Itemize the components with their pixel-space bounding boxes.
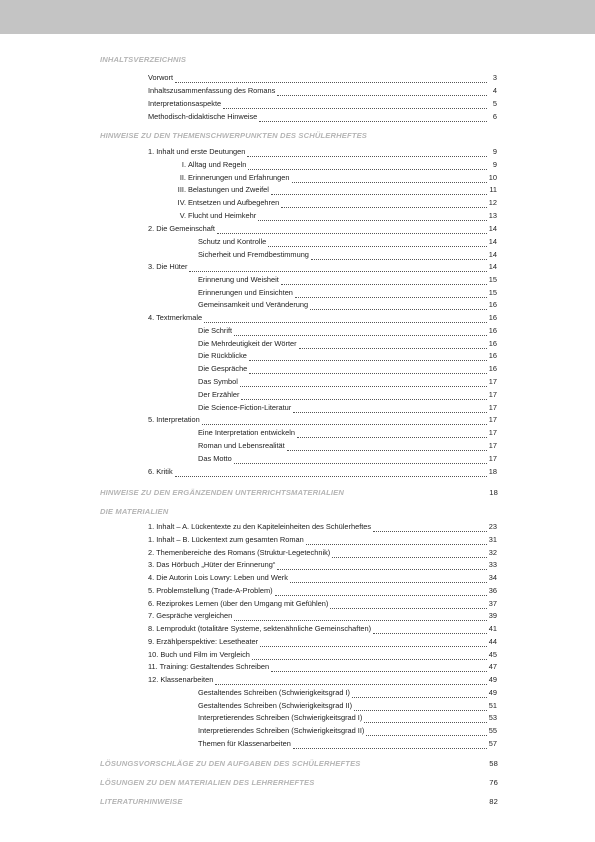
dot-leader [234,328,487,336]
dot-leader [215,677,486,685]
header-bar [0,0,595,34]
section-page-number: 76 [489,778,498,787]
dot-leader [260,639,487,647]
entry-title: 3. Das Hörbuch „Hüter der Erinnerung“ [148,560,276,569]
dot-leader [295,290,487,298]
toc-entry[interactable] [198,351,497,361]
entry-title: Das Motto [198,454,232,463]
entry-page-number: 16 [488,300,497,309]
entry-page-number: 36 [488,586,497,595]
entry-title: Die Science-Fiction-Literatur [198,403,292,412]
toc-entry[interactable] [148,662,497,672]
entry-page-number: 49 [488,688,497,697]
entry-title: Belastungen und Zweifel [188,185,269,194]
dot-leader [240,379,487,387]
dot-leader [241,392,486,400]
entry-page-number: 17 [488,441,497,450]
toc-entry[interactable] [198,288,497,298]
dot-leader [204,315,487,323]
entry-page-number: 15 [488,275,497,284]
entry-title: 3. Die Hüter [148,262,188,271]
section-heading-loesung1 [100,759,498,768]
dot-leader [247,149,487,157]
section-page-number: 82 [489,797,498,806]
dot-leader [306,537,487,545]
entry-page-number: 23 [488,522,497,531]
entry-page-number: 32 [488,548,497,557]
entry-page-number: 10 [488,173,497,182]
entry-page-number: 16 [488,326,497,335]
entry-page-number: 45 [488,650,497,659]
dot-leader [248,162,487,170]
toc-entry[interactable] [198,300,497,310]
dot-leader [373,524,487,532]
toc-entry[interactable] [148,112,497,122]
dot-leader [258,213,487,221]
entry-title: 1. Inhalt – B. Lückentext zum gesamten Roman [148,535,304,544]
entry-title: Vorwort [148,73,174,82]
entry-page-number: 9 [492,160,497,169]
section-heading-hinweise [100,131,498,140]
dot-leader [275,588,487,596]
dot-leader [277,88,487,96]
dot-leader [373,626,487,634]
dot-leader [281,200,487,208]
toc-entry[interactable] [198,275,497,285]
toc-entry[interactable] [148,99,497,109]
toc-entry[interactable] [198,237,497,247]
toc-entry[interactable] [148,73,497,83]
entry-page-number: 16 [488,364,497,373]
entry-title: 2. Die Gemeinschaft [148,224,215,233]
toc-entry[interactable] [148,535,497,545]
dot-leader [217,226,487,234]
toc-entry[interactable] [148,675,497,685]
toc-entry[interactable] [198,701,497,711]
section-title: LÖSUNGEN ZU DEN MATERIALIEN DES LEHRERHEFTES [100,778,315,787]
entry-roman-numeral: II. [179,173,186,182]
toc-entry[interactable] [198,454,497,464]
toc-entry[interactable] [148,624,497,634]
entry-page-number: 37 [488,599,497,608]
section-title: HINWEISE ZU DEN THEMENSCHWERPUNKTEN DES SCHÜLERHEFTES [100,131,367,140]
toc-entry[interactable] [177,198,497,208]
toc-entry[interactable] [148,586,497,596]
entry-roman-numeral: I. [181,160,186,169]
dot-leader [277,562,486,570]
toc-entry[interactable] [148,467,497,477]
toc-entry[interactable] [148,86,497,96]
entry-title: Roman und Lebensrealität [198,441,285,450]
entry-title: 5. Interpretation [148,415,200,424]
dot-leader [268,239,487,247]
entry-page-number: 31 [488,535,497,544]
toc-entry[interactable] [177,185,497,195]
entry-page-number: 9 [492,147,497,156]
entry-page-number: 15 [488,288,497,297]
entry-page-number: 3 [492,73,497,82]
section-heading-materialien [100,507,498,516]
entry-page-number: 39 [488,611,497,620]
entry-title: 6. Kritik [148,467,173,476]
toc-entry[interactable] [148,548,497,558]
toc-entry[interactable] [198,390,497,400]
entry-page-number: 17 [488,415,497,424]
entry-title: Interpretierendes Schreiben (Schwierigkeitsgrad I) [198,713,363,722]
entry-page-number: 16 [488,339,497,348]
toc-entry[interactable] [198,688,497,698]
entry-page-number: 14 [488,262,497,271]
dot-leader [310,302,487,310]
section-heading-inhalt [100,55,498,64]
dot-leader [189,264,486,272]
dot-leader [271,664,487,672]
entry-title: Methodisch-didaktische Hinweise [148,112,258,121]
dot-leader [249,353,487,361]
dot-leader [292,175,487,183]
entry-title: 7. Gespräche vergleichen [148,611,233,620]
toc-entry[interactable] [179,211,497,221]
entry-page-number: 17 [488,454,497,463]
toc-entry[interactable] [148,599,497,609]
entry-page-number: 11 [489,185,497,194]
section-heading-literatur [100,797,498,806]
entry-title: Interpretationsaspekte [148,99,222,108]
entry-title: Erinnerung und Weisheit [198,275,279,284]
entry-title: Gestaltendes Schreiben (Schwierigkeitsgrad I) [198,688,350,697]
dot-leader [364,715,486,723]
entry-title: Die Gespräche [198,364,248,373]
entry-title: 1. Inhalt – A. Lückentexte zu den Kapiteleinheiten des Schülerheftes [148,522,372,531]
entry-title: 8. Lernprodukt (totalitäre Systeme, sektenähnliche Gemeinschaften) [148,624,372,633]
dot-leader [234,613,487,621]
entry-title: Inhaltszusammenfassung des Romans [148,86,276,95]
entry-title: Die Mehrdeutigkeit der Wörter [198,339,297,348]
dot-leader [332,550,487,558]
section-title: INHALTSVERZEICHNIS [100,55,187,64]
entry-title: 12. Klassenarbeiten [148,675,214,684]
entry-title: 4. Textmerkmale [148,313,203,322]
toc-entry[interactable] [198,726,497,736]
entry-page-number: 44 [488,637,497,646]
entry-page-number: 34 [488,573,497,582]
toc-entry[interactable] [148,313,497,323]
toc-entry[interactable] [179,173,497,183]
dot-leader [290,575,487,583]
entry-page-number: 14 [488,224,497,233]
entry-page-number: 17 [488,403,497,412]
toc-entry[interactable] [148,224,497,234]
entry-page-number: 12 [488,198,497,207]
entry-page-number: 6 [492,112,497,121]
entry-page-number: 17 [488,390,497,399]
toc-entry[interactable] [198,364,497,374]
entry-title: Die Schrift [198,326,233,335]
entry-title: 10. Buch und Film im Vergleich [148,650,250,659]
entry-page-number: 17 [488,377,497,386]
section-heading-loesung2 [100,778,498,787]
dot-leader [297,430,487,438]
entry-title: 4. Die Autorin Lois Lowry: Leben und Werk [148,573,288,582]
entry-title: Flucht und Heimkehr [188,211,257,220]
dot-leader [259,114,487,122]
entry-roman-numeral: V. [179,211,186,220]
entry-roman-numeral: IV. [177,198,186,207]
entry-title: 11. Training: Gestaltendes Schreiben [148,662,270,671]
entry-title: Alltag und Regeln [188,160,247,169]
entry-title: 9. Erzählperspektive: Lesetheater [148,637,259,646]
section-page-number: 18 [489,488,498,497]
entry-roman-numeral: III. [177,185,186,194]
entry-page-number: 16 [488,313,497,322]
entry-title: Das Symbol [198,377,238,386]
section-title: DIE MATERIALIEN [100,507,169,516]
section-title: HINWEISE ZU DEN ERGÄNZENDEN UNTERRICHTSMATERIALIEN [100,488,345,497]
dot-leader [299,341,487,349]
dot-leader [311,252,487,260]
entry-title: Gemeinsamkeit und Veränderung [198,300,309,309]
dot-leader [223,101,487,109]
toc-entry[interactable] [198,339,497,349]
entry-title: Eine Interpretation entwickeln [198,428,295,437]
entry-page-number: 53 [488,713,497,722]
toc-entry[interactable] [198,713,497,723]
toc-entry[interactable] [148,560,497,570]
toc-entry[interactable] [181,160,497,170]
dot-leader [354,703,487,711]
toc-entry[interactable] [198,428,497,438]
section-page-number: 58 [489,759,498,768]
entry-page-number: 51 [488,701,497,710]
entry-title: Entsetzen und Aufbegehren [188,198,280,207]
entry-page-number: 4 [492,86,497,95]
dot-leader [175,469,487,477]
entry-page-number: 17 [488,428,497,437]
toc-entry[interactable] [198,250,497,260]
dot-leader [271,187,487,195]
dot-leader [287,443,487,451]
toc-entry[interactable] [148,262,497,272]
dot-leader [281,277,487,285]
dot-leader [330,601,486,609]
entry-page-number: 55 [488,726,497,735]
dot-leader [249,366,486,374]
entry-title: Gestaltendes Schreiben (Schwierigkeitsgrad II) [198,701,353,710]
entry-title: 5. Problemstellung (Trade-A-Problem) [148,586,273,595]
toc-entry[interactable] [198,441,497,451]
entry-title: Erinnerungen und Erfahrungen [188,173,290,182]
entry-page-number: 57 [488,739,497,748]
dot-leader [352,690,487,698]
entry-title: Erinnerungen und Einsichten [198,288,293,297]
entry-title: 1. Inhalt und erste Deutungen [148,147,246,156]
entry-page-number: 14 [488,237,497,246]
entry-title: Der Erzähler [198,390,240,399]
entry-title: Themen für Klassenarbeiten [198,739,291,748]
entry-title: Sicherheit und Fremdbestimmung [198,250,309,259]
entry-title: Die Rückblicke [198,351,247,360]
entry-page-number: 49 [488,675,497,684]
toc-entry[interactable] [148,147,497,157]
toc-entry[interactable] [198,403,497,413]
entry-page-number: 5 [492,99,497,108]
toc-entry[interactable] [148,415,497,425]
dot-leader [293,405,487,413]
section-title: LÖSUNGSVORSCHLÄGE ZU DEN AUFGABEN DES SCHÜLERHEFTES [100,759,361,768]
toc-entry[interactable] [198,326,497,336]
dot-leader [293,741,487,749]
entry-page-number: 18 [488,467,497,476]
section-title: LITERATURHINWEISE [100,797,183,806]
entry-title: 6. Reziprokes Lernen (über den Umgang mit Gefühlen) [148,599,329,608]
entry-page-number: 13 [488,211,497,220]
section-heading-ergaenzend [100,488,498,497]
toc-entry[interactable] [148,650,497,660]
entry-title: 2. Themenbereiche des Romans (Struktur-Legetechnik) [148,548,331,557]
toc-entry[interactable] [148,573,497,583]
dot-leader [175,75,487,83]
toc-entry[interactable] [148,522,497,532]
entry-page-number: 41 [488,624,497,633]
entry-title: Schutz und Kontrolle [198,237,267,246]
entry-title: Interpretierendes Schreiben (Schwierigkeitsgrad II) [198,726,365,735]
entry-page-number: 16 [488,351,497,360]
toc-entry[interactable] [198,739,497,749]
entry-page-number: 47 [488,662,497,671]
toc-entry[interactable] [148,637,497,647]
toc-entry[interactable] [198,377,497,387]
dot-leader [366,728,486,736]
dot-leader [252,652,487,660]
toc-entry[interactable] [148,611,497,621]
entry-page-number: 14 [488,250,497,259]
dot-leader [234,456,487,464]
dot-leader [202,417,487,425]
entry-page-number: 33 [488,560,497,569]
